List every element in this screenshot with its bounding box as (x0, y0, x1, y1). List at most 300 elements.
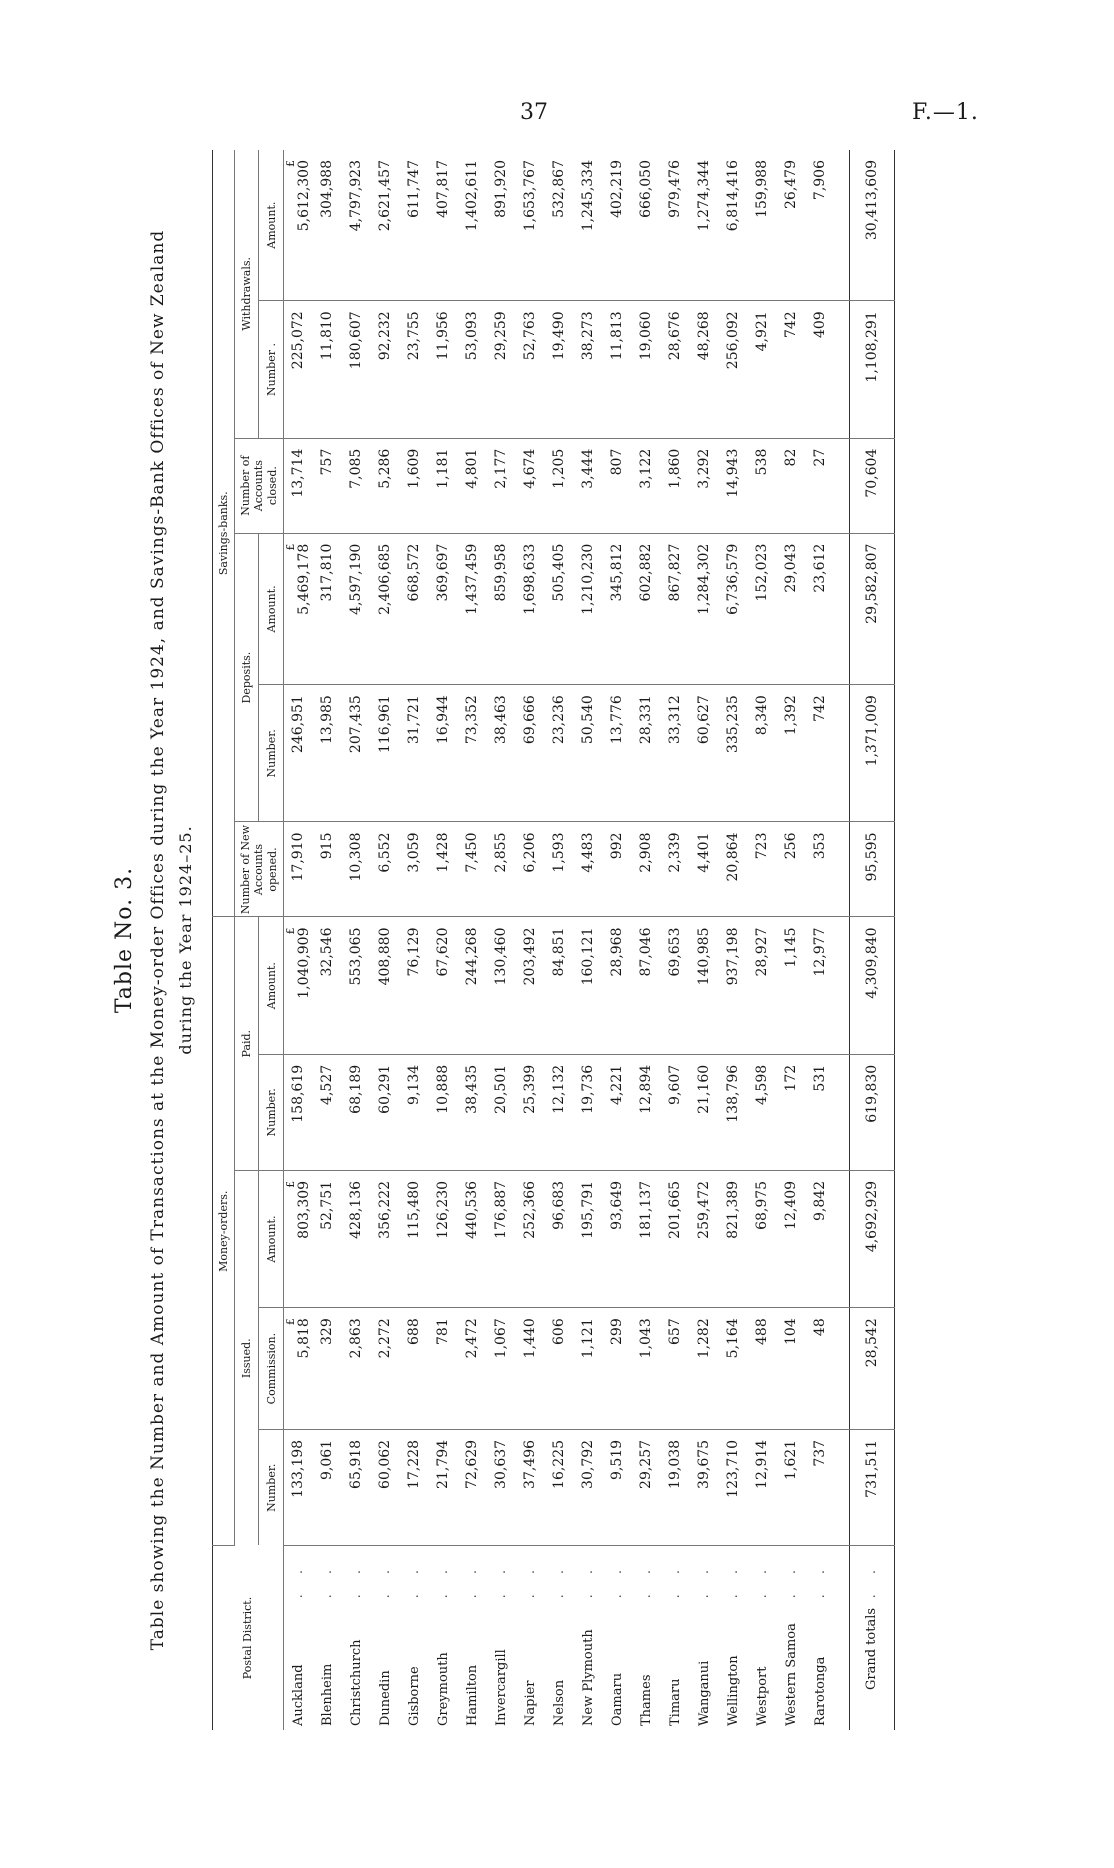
cell-value: 505,405 (551, 543, 568, 602)
cell-value: 915 (319, 832, 336, 860)
cell-value: 1,181 (435, 448, 452, 489)
cell-value: 13,776 (609, 695, 626, 745)
cell-iss-comm (516, 1308, 545, 1430)
cell-value: 329 (319, 1318, 336, 1345)
cell-value: 335,235 (725, 695, 742, 754)
district-label: Thames (638, 1674, 654, 1726)
leader-dots: . . (696, 1562, 712, 1599)
header-accounts-closed: Number of Accounts closed. (235, 438, 284, 533)
cell-dep-num (574, 685, 603, 822)
cell-dep-num (777, 685, 806, 822)
cell-value: 60,627 (696, 695, 713, 745)
cell-value: 28,968 (609, 927, 626, 977)
cell-value: 21,160 (696, 1064, 713, 1114)
cell-value: 602,882 (638, 543, 655, 602)
leader-dots: . . (464, 1562, 480, 1599)
cell-wd-amt (777, 150, 806, 301)
cell-value: 30,637 (493, 1439, 510, 1489)
cell-wd-num (777, 301, 806, 438)
table-row (574, 150, 603, 1730)
leader-dots: . . (435, 1562, 451, 1599)
cell-new-acc (313, 822, 342, 917)
cell-value: 195,791 (580, 1180, 597, 1239)
district-label: Western Samoa (783, 1623, 799, 1726)
cell-wd-amt (313, 150, 342, 301)
leader-dots: . . (667, 1562, 683, 1599)
header-savings-banks: Savings-banks. (213, 150, 235, 917)
cell-wd-num (632, 301, 661, 438)
cell-iss-comm (661, 1308, 690, 1430)
cell-closed (516, 438, 545, 533)
cell-value: 38,435 (464, 1064, 481, 1114)
cell-dep-num (487, 685, 516, 822)
cell-value: 176,887 (493, 1180, 510, 1239)
cell-value: 60,062 (377, 1439, 394, 1489)
cell-value: 12,977 (812, 927, 829, 977)
cell-value: 133,198 (290, 1439, 307, 1498)
currency-symbol: £ (283, 927, 297, 935)
cell-value: 104 (783, 1318, 800, 1345)
cell-value: 130,460 (493, 927, 510, 986)
cell-iss-amt (283, 1170, 313, 1307)
table-row (690, 150, 719, 1730)
cell-dep-num (632, 685, 661, 822)
cell-value: 407,817 (435, 160, 452, 218)
cell-iss-amt (429, 1170, 458, 1307)
cell-iss-comm (545, 1308, 574, 1430)
cell-value: 37,496 (522, 1439, 539, 1489)
cell-value: 11,956 (435, 311, 452, 361)
leader-dots: . . (725, 1562, 741, 1599)
cell-iss-comm (719, 1308, 748, 1430)
total-new-acc: 95,595 (849, 822, 894, 917)
table-row (313, 150, 342, 1730)
leader-dots: . . (580, 1562, 596, 1599)
cell-paid-num (545, 1054, 574, 1170)
table-row (342, 150, 371, 1730)
table-number: Table No. 3. (112, 866, 137, 1014)
cell-paid-amt (574, 917, 603, 1054)
cell-paid-num (429, 1054, 458, 1170)
cell-paid-amt (516, 917, 545, 1054)
cell-paid-num (283, 1054, 313, 1170)
table-row (545, 150, 574, 1730)
cell-value: 65,918 (348, 1439, 365, 1489)
cell-value: 19,038 (667, 1439, 684, 1489)
cell-value: 140,985 (696, 927, 713, 986)
cell-wd-amt (632, 150, 661, 301)
cell-value: 4,597,190 (348, 543, 365, 615)
cell-value: 225,072 (290, 311, 307, 370)
header-issued-number: Number. (259, 1429, 283, 1545)
cell-value: 93,649 (609, 1180, 626, 1230)
cell-value: 76,129 (406, 927, 423, 977)
cell-value: 25,399 (522, 1064, 539, 1114)
cell-wd-amt (458, 150, 487, 301)
cell-iss-amt (545, 1170, 574, 1307)
total-paid-amt: 4,309,840 (849, 917, 894, 1054)
cell-value: 5,164 (725, 1318, 742, 1359)
cell-value: 538 (754, 448, 771, 476)
cell-wd-num (574, 301, 603, 438)
cell-iss-num (603, 1429, 632, 1545)
cell-value: 246,951 (290, 695, 307, 754)
cell-wd-amt (371, 150, 400, 301)
cell-value: 4,483 (580, 832, 597, 873)
cell-wd-num (719, 301, 748, 438)
cell-value: 3,444 (580, 448, 597, 489)
district-label: Wellington (725, 1655, 741, 1726)
cell-iss-comm (632, 1308, 661, 1430)
cell-paid-num (603, 1054, 632, 1170)
cell-iss-num (283, 1429, 313, 1545)
cell-iss-num (458, 1429, 487, 1545)
header-withdrawals-amount: Amount. (259, 150, 283, 301)
cell-new-acc (400, 822, 429, 917)
cell-value: 67,620 (435, 927, 452, 977)
cell-iss-num (719, 1429, 748, 1545)
cell-iss-num (342, 1429, 371, 1545)
cell-closed (632, 438, 661, 533)
cell-paid-amt (487, 917, 516, 1054)
table-row (283, 150, 313, 1730)
district-label: Christchurch (348, 1639, 364, 1726)
leader-dots: . . (812, 1562, 828, 1599)
cell-wd-num (748, 301, 777, 438)
cell-value: 4,801 (464, 448, 481, 489)
header-paid-amount: Amount. (259, 917, 283, 1054)
cell-closed (458, 438, 487, 533)
cell-value: 39,675 (696, 1439, 713, 1489)
cell-wd-amt (545, 150, 574, 301)
cell-iss-amt (458, 1170, 487, 1307)
district-name (545, 1546, 574, 1731)
cell-wd-num (806, 301, 835, 438)
cell-closed (661, 438, 690, 533)
cell-wd-amt (661, 150, 690, 301)
cell-value: 50,540 (580, 695, 597, 745)
cell-value: 13,714 (290, 448, 307, 498)
cell-value: 2,908 (638, 832, 655, 873)
cell-paid-amt (545, 917, 574, 1054)
cell-value: 408,880 (377, 927, 394, 986)
cell-wd-amt (400, 150, 429, 301)
cell-iss-num (313, 1429, 342, 1545)
cell-value: 757 (319, 448, 336, 476)
cell-dep-amt (603, 533, 632, 685)
district-label: Hamilton (464, 1664, 480, 1726)
table-row (487, 150, 516, 1730)
cell-value: 256 (783, 832, 800, 860)
cell-value: 27 (812, 448, 829, 467)
leader-dots: . . (406, 1562, 422, 1599)
cell-value: 1,392 (783, 695, 800, 736)
cell-dep-num (429, 685, 458, 822)
district-name (342, 1546, 371, 1731)
table-subtitle: during the Year 1924–25. (176, 825, 195, 1055)
cell-dep-num (545, 685, 574, 822)
cell-dep-amt (748, 533, 777, 685)
cell-dep-num (400, 685, 429, 822)
cell-value: 3,122 (638, 448, 655, 489)
cell-new-acc (342, 822, 371, 917)
cell-iss-num (371, 1429, 400, 1545)
currency-symbol: £ (283, 160, 297, 167)
cell-paid-num (400, 1054, 429, 1170)
cell-value: 402,219 (609, 160, 626, 218)
cell-value: 4,527 (319, 1064, 336, 1105)
cell-paid-amt (661, 917, 690, 1054)
cell-closed (777, 438, 806, 533)
cell-iss-amt (806, 1170, 835, 1307)
cell-dep-amt (313, 533, 342, 685)
cell-value: 138,796 (725, 1064, 742, 1123)
cell-wd-num (342, 301, 371, 438)
cell-value: 2,621,457 (377, 160, 394, 232)
district-name (632, 1546, 661, 1731)
header-issued-amount: Amount. (259, 1170, 283, 1307)
district-name (429, 1546, 458, 1731)
cell-paid-amt (603, 917, 632, 1054)
cell-paid-amt (429, 917, 458, 1054)
cell-paid-num (458, 1054, 487, 1170)
cell-value: 688 (406, 1318, 423, 1345)
cell-wd-amt (516, 150, 545, 301)
cell-value: 69,653 (667, 927, 684, 977)
page-number: 37 (520, 100, 548, 125)
cell-closed (429, 438, 458, 533)
district-label: Auckland (290, 1664, 306, 1726)
cell-iss-num (777, 1429, 806, 1545)
header-postal-district: Postal District. (213, 1546, 284, 1731)
cell-iss-comm (313, 1308, 342, 1430)
cell-wd-num (545, 301, 574, 438)
cell-value: 123,710 (725, 1439, 742, 1498)
cell-closed (371, 438, 400, 533)
cell-value: 259,472 (696, 1180, 713, 1239)
cell-value: 19,736 (580, 1064, 597, 1114)
cell-wd-amt (806, 150, 835, 301)
cell-value: 11,810 (319, 311, 336, 361)
cell-dep-amt (777, 533, 806, 685)
cell-value: 1,698,633 (522, 543, 539, 615)
transactions-table (212, 150, 895, 1730)
cell-wd-amt (574, 150, 603, 301)
district-name (313, 1546, 342, 1731)
cell-paid-amt (690, 917, 719, 1054)
table-row (429, 150, 458, 1730)
cell-iss-comm (458, 1308, 487, 1430)
cell-paid-amt (777, 917, 806, 1054)
cell-value: 1,593 (551, 832, 568, 873)
cell-iss-num (574, 1429, 603, 1545)
cell-new-acc (603, 822, 632, 917)
cell-value: 115,480 (406, 1180, 423, 1239)
cell-new-acc (777, 822, 806, 917)
cell-iss-comm (806, 1308, 835, 1430)
cell-value: 31,721 (406, 695, 423, 745)
cell-value: 19,060 (638, 311, 655, 361)
currency-symbol: £ (283, 1180, 297, 1188)
leader-dots: . . (864, 1562, 880, 1599)
cell-iss-num (545, 1429, 574, 1545)
cell-value: 256,092 (725, 311, 742, 370)
cell-dep-amt (719, 533, 748, 685)
cell-iss-comm (603, 1308, 632, 1430)
header-paid: Paid. (235, 917, 259, 1170)
table-row (516, 150, 545, 1730)
cell-value: 28,676 (667, 311, 684, 361)
cell-value: 6,814,416 (725, 160, 742, 232)
totals-label-text: Grand totals (864, 1607, 880, 1690)
cell-value: 4,674 (522, 448, 539, 489)
cell-value: 5,612,300 (295, 160, 312, 232)
cell-dep-num (690, 685, 719, 822)
cell-paid-amt (283, 917, 313, 1054)
cell-value: 2,272 (377, 1318, 394, 1359)
cell-value: 781 (435, 1318, 452, 1345)
table-row (400, 150, 429, 1730)
cell-iss-comm (777, 1308, 806, 1430)
cell-value: 1,440 (522, 1318, 539, 1359)
cell-paid-num (487, 1054, 516, 1170)
header-issued: Issued. (235, 1170, 259, 1545)
cell-value: 12,409 (783, 1180, 800, 1230)
cell-iss-amt (371, 1170, 400, 1307)
cell-iss-amt (748, 1170, 777, 1307)
cell-value: 821,389 (725, 1180, 742, 1239)
district-name (487, 1546, 516, 1731)
cell-value: 32,546 (319, 927, 336, 977)
cell-dep-num (661, 685, 690, 822)
cell-value: 11,813 (609, 311, 626, 361)
page-reference: F.—1. (912, 100, 979, 125)
cell-new-acc (458, 822, 487, 917)
cell-paid-num (313, 1054, 342, 1170)
cell-dep-amt (371, 533, 400, 685)
cell-wd-amt (690, 150, 719, 301)
cell-value: 172 (783, 1064, 800, 1092)
district-name (516, 1546, 545, 1731)
cell-value: 201,665 (667, 1180, 684, 1239)
cell-value: 7,450 (464, 832, 481, 873)
leader-dots: . . (754, 1562, 770, 1599)
cell-dep-num (748, 685, 777, 822)
cell-value: 12,894 (638, 1064, 655, 1114)
district-label: Timaru (667, 1678, 683, 1726)
cell-value: 9,134 (406, 1064, 423, 1105)
district-name (806, 1546, 835, 1731)
cell-wd-num (458, 301, 487, 438)
cell-wd-amt (342, 150, 371, 301)
header-withdrawals-number: Number . (259, 301, 283, 438)
cell-value: 29,043 (783, 543, 800, 593)
cell-value: 1,437,459 (464, 543, 481, 615)
cell-wd-num (429, 301, 458, 438)
total-iss-num: 731,511 (849, 1429, 894, 1545)
cell-new-acc (516, 822, 545, 917)
leader-dots: . . (493, 1562, 509, 1599)
cell-value: 9,061 (319, 1439, 336, 1481)
cell-value: 2,855 (493, 832, 510, 873)
cell-closed (806, 438, 835, 533)
cell-iss-comm (283, 1308, 313, 1430)
cell-value: 4,797,923 (348, 160, 365, 232)
district-label: Greymouth (435, 1652, 451, 1726)
cell-paid-num (806, 1054, 835, 1170)
cell-iss-num (661, 1429, 690, 1545)
cell-value: 17,228 (406, 1439, 423, 1489)
header-issued-commission: Commission. (259, 1308, 283, 1430)
cell-value: 356,222 (377, 1180, 394, 1239)
cell-iss-amt (777, 1170, 806, 1307)
leader-dots: . . (290, 1562, 306, 1599)
leader-dots: . . (522, 1562, 538, 1599)
cell-iss-amt (603, 1170, 632, 1307)
cell-value: 38,463 (493, 695, 510, 745)
leader-dots: . . (319, 1562, 335, 1599)
cell-value: 10,888 (435, 1064, 452, 1114)
cell-paid-num (516, 1054, 545, 1170)
cell-value: 891,920 (493, 160, 510, 218)
cell-dep-amt (487, 533, 516, 685)
cell-iss-comm (574, 1308, 603, 1430)
header-money-orders: Money-orders. (213, 917, 235, 1546)
cell-paid-num (371, 1054, 400, 1170)
cell-paid-num (719, 1054, 748, 1170)
cell-value: 7,085 (348, 448, 365, 489)
cell-closed (545, 438, 574, 533)
cell-value: 1,067 (493, 1318, 510, 1359)
cell-iss-comm (342, 1308, 371, 1430)
cell-value: 937,198 (725, 927, 742, 986)
cell-value: 203,492 (522, 927, 539, 986)
cell-value: 1,653,767 (522, 160, 539, 232)
cell-closed (719, 438, 748, 533)
cell-value: 33,312 (667, 695, 684, 745)
district-label: Dunedin (377, 1670, 393, 1726)
cell-value: 5,818 (295, 1318, 312, 1359)
cell-value: 345,812 (609, 543, 626, 602)
district-label: Wanganui (696, 1660, 712, 1726)
cell-dep-amt (400, 533, 429, 685)
district-label: Westport (754, 1666, 770, 1726)
cell-wd-amt (719, 150, 748, 301)
cell-wd-num (487, 301, 516, 438)
cell-dep-num (458, 685, 487, 822)
district-label: New Plymouth (580, 1629, 596, 1726)
cell-value: 82 (783, 448, 800, 467)
cell-value: 181,137 (638, 1180, 655, 1239)
cell-iss-num (400, 1429, 429, 1545)
total-iss-amt: 4,692,929 (849, 1170, 894, 1307)
cell-value: 26,479 (783, 160, 800, 209)
cell-value: 252,366 (522, 1180, 539, 1239)
district-label: Oamaru (609, 1672, 625, 1726)
cell-value: 5,469,178 (295, 543, 312, 615)
cell-iss-num (690, 1429, 719, 1545)
cell-new-acc (806, 822, 835, 917)
rotated-table-block (90, 140, 990, 1740)
cell-value: 14,943 (725, 448, 742, 498)
cell-value: 369,697 (435, 543, 452, 602)
cell-dep-num (342, 685, 371, 822)
cell-value: 23,236 (551, 695, 568, 745)
cell-dep-num (806, 685, 835, 822)
cell-dep-amt (283, 533, 313, 685)
cell-value: 8,340 (754, 695, 771, 736)
cell-iss-num (516, 1429, 545, 1545)
